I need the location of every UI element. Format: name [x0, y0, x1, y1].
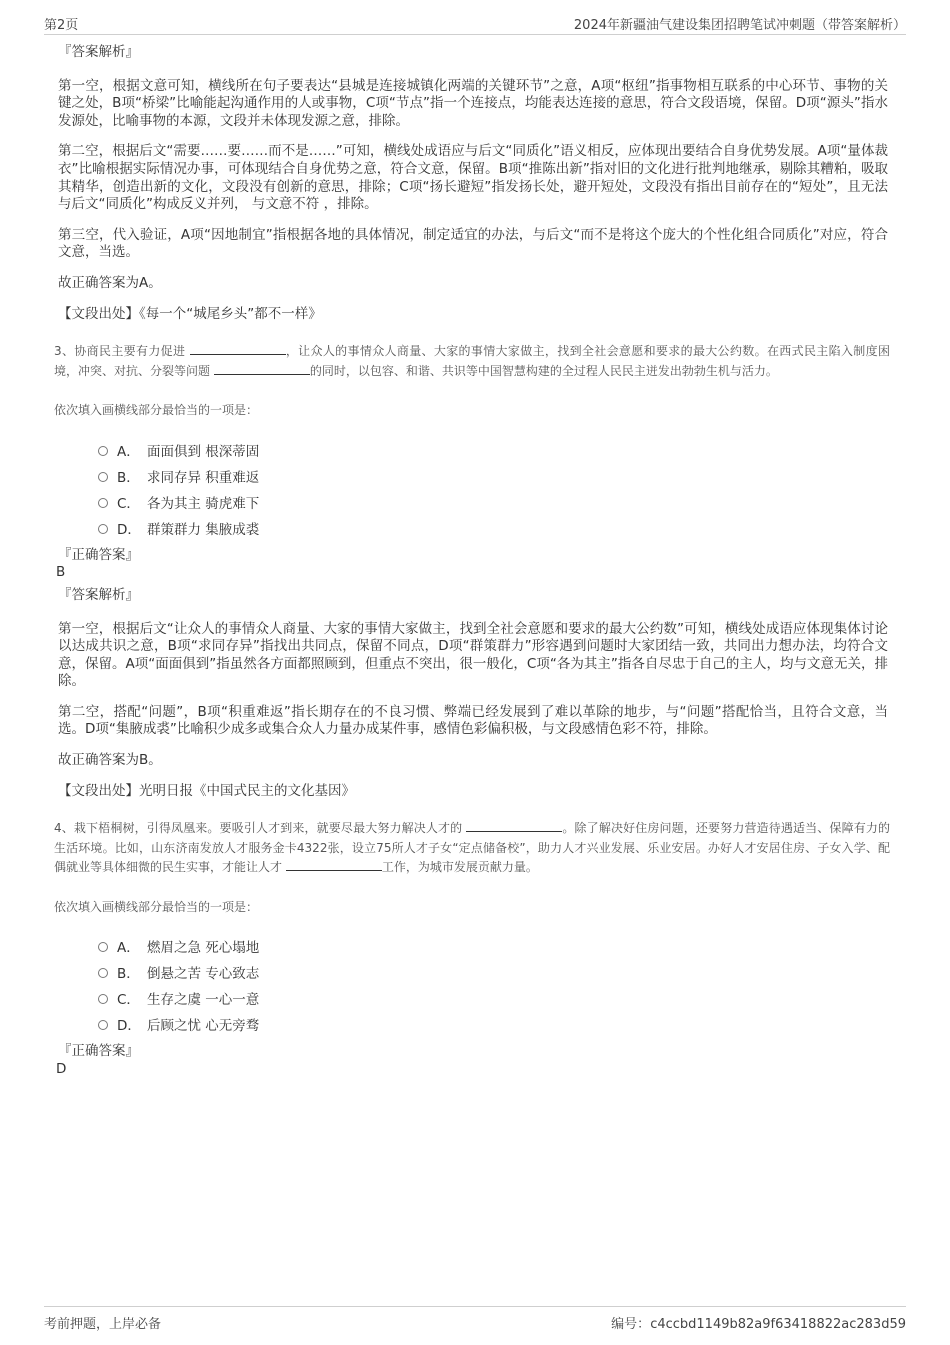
page-content: [54, 44, 890, 1084]
analysis-paragraph: 第三空，代入验证，A项“因地制宜”指根据各地的具体情况，制定适宜的办法，与后文“而不是将这个庞大的个性化组合同质化”对应，符合文意，当选。: [58, 226, 888, 261]
option-b[interactable]: [98, 961, 888, 987]
page-number: 第2页: [44, 18, 79, 33]
question-3-options: [58, 439, 888, 543]
option-text: 求同存异 积重难返: [147, 469, 260, 486]
radio-icon[interactable]: [98, 498, 108, 508]
option-key: B．: [117, 966, 140, 983]
question-4-options: [58, 935, 888, 1039]
question-text: 3、协商民主要有力促进: [54, 344, 186, 359]
page-header: [44, 14, 906, 35]
footer-note: 考前押题，上岸必备: [44, 1317, 162, 1332]
question-text: 的同时，以包容、和谐、共识等中国智慧构建的全过程人民民主迸发出勃勃生机与活力。: [309, 363, 778, 378]
option-d[interactable]: [98, 517, 888, 543]
option-c[interactable]: [98, 491, 888, 517]
option-a[interactable]: [98, 439, 888, 465]
question-3-stem: [54, 342, 890, 381]
question-prompt: 依次填入画横线部分最恰当的一项是：: [54, 403, 259, 418]
question-prompt: 依次填入画横线部分最恰当的一项是：: [54, 899, 259, 914]
radio-icon[interactable]: [98, 942, 108, 952]
answer-label: 『正确答案』: [58, 1043, 139, 1060]
fill-blank: [214, 362, 310, 375]
question-4-stem: [54, 819, 890, 878]
fill-blank: [466, 819, 562, 832]
option-key: B．: [117, 469, 140, 486]
radio-icon[interactable]: [98, 472, 108, 482]
document-title: 2024年新疆油气建设集团招聘笔试冲刺题（带答案解析）: [573, 18, 906, 33]
option-text: 倒悬之苦 专心致志: [147, 966, 260, 983]
radio-icon[interactable]: [98, 1020, 108, 1030]
question-text: ，让众人的事情众人商量、大家的事情大家做主，找到全社会意愿和要求的最大公约数。在西式民主陷入制度困境，冲突、对抗、分裂等问题: [54, 344, 890, 378]
radio-icon[interactable]: [98, 994, 108, 1004]
option-a[interactable]: [98, 935, 888, 961]
document-code: [611, 1313, 906, 1332]
fill-blank: [286, 858, 382, 871]
option-key: D．: [117, 521, 141, 538]
analysis-paragraph: 第一空，根据文意可知，横线所在句子要表达“县城是连接城镇化两端的关键环节”之意，A项“枢纽”指事物相互联系的中心环节、事物的关键之处，B项“桥梁”比喻能起沟通作用的人或事物，C项“节点”指一个连接点，均能表达连接的意思，符合文段语境，保留。D项“源头”指水发源处，比喻事物的本源，文段并未体现发源之意，排除。: [58, 77, 888, 129]
conclusion-paragraph: 故正确答案为B。: [58, 752, 162, 769]
text-source: 【文段出处】《每一个“城尾乡头”都不一样》: [58, 305, 322, 322]
answer-value: B: [56, 564, 66, 581]
analysis-paragraph: 第二空，搭配“问题”，B项“积重难返”指长期存在的不良习惯、弊端已经发展到了难以革除的地步，与“问题”搭配恰当，且符合文意，当选。D项“集腋成裘”比喻积少成多或集合众人力量办成某件事，感情色彩偏积极，与文段感情色彩不符，排除。: [58, 703, 888, 738]
option-d[interactable]: [98, 1013, 888, 1039]
code-value: c4ccbd1149b82a9f63418822ac283d59: [650, 1317, 906, 1332]
option-text: 后顾之忧 心无旁骛: [147, 1018, 260, 1035]
analysis-paragraph: 第二空，根据后文“需要……要……而不是……”可知，横线处成语应与后文“同质化”语义相反，应体现出要结合自身优势发展。A项“量体裁衣”比喻根据实际情况办事，可体现结合自身优势之意，符合文意，保留。B项“推陈出新”指对旧的文化进行批判地继承，剔除其糟粕，吸取其精华，创造出新的文化，文段没有创新的意思，排除；C项“扬长避短”指发扬长处，避开短处，文段没有指出目前存在的“短处”，且无法与后文“同质化”构成反义并列， 与文意不符 ，排除。: [58, 143, 888, 213]
option-text: 群策群力 集腋成裘: [147, 521, 260, 538]
question-text: 4、栽下梧桐树，引得凤凰来。要吸引人才到来，就要尽最大努力解决人才的: [54, 821, 463, 836]
text-source: 【文段出处】光明日报《中国式民主的文化基因》: [58, 782, 355, 799]
answer-label: 『正确答案』: [58, 546, 139, 563]
question-text: 工作，为城市发展贡献力量。: [381, 860, 538, 875]
radio-icon[interactable]: [98, 968, 108, 978]
option-text: 生存之虞 一心一意: [147, 992, 260, 1009]
option-b[interactable]: [98, 465, 888, 491]
option-key: C．: [117, 992, 140, 1009]
option-text: 燃眉之急 死心塌地: [147, 940, 260, 957]
option-key: A．: [117, 443, 140, 460]
conclusion-paragraph: 故正确答案为A。: [58, 274, 162, 291]
option-c[interactable]: [98, 987, 888, 1013]
option-text: 各为其主 骑虎难下: [147, 495, 260, 512]
analysis-label: 『答案解析』: [58, 586, 139, 603]
answer-value: D: [56, 1060, 67, 1077]
option-key: A．: [117, 940, 140, 957]
page-footer: [44, 1306, 906, 1333]
analysis-label: 『答案解析』: [58, 44, 139, 60]
radio-icon[interactable]: [98, 446, 108, 456]
option-key: D．: [117, 1018, 141, 1035]
analysis-paragraph: 第一空，根据后文“让众人的事情众人商量、大家的事情大家做主，找到全社会意愿和要求的最大公约数”可知，横线处成语应体现集体讨论以达成共识之意，B项“求同存异”指找出共同点，保留不同点，D项“群策群力”形容遇到问题时大家团结一致，共同出力想办法，均符合文意，保留。A项“面面俱到”指虽然各方面都照顾到，但重点不突出，很一般化，C项“各为其主”指各自尽忠于自己的主人，均与文意无关，排除。: [58, 620, 888, 690]
option-key: C．: [117, 495, 140, 512]
fill-blank: [190, 342, 286, 355]
code-label: 编号：: [611, 1317, 651, 1332]
option-text: 面面俱到 根深蒂固: [147, 443, 260, 460]
radio-icon[interactable]: [98, 524, 108, 534]
question-text: 。除了解决好住房问题，还要努力营造待遇适当、保障有力的生活环境。比如，山东济南发放人才服务金卡4322张，设立75所人才子女“定点储备校”，助力人才兴业发展、乐业安居。办好人才安居住房、子女入学、配偶就业等具体细微的民生实事，才能让人才: [54, 821, 890, 875]
